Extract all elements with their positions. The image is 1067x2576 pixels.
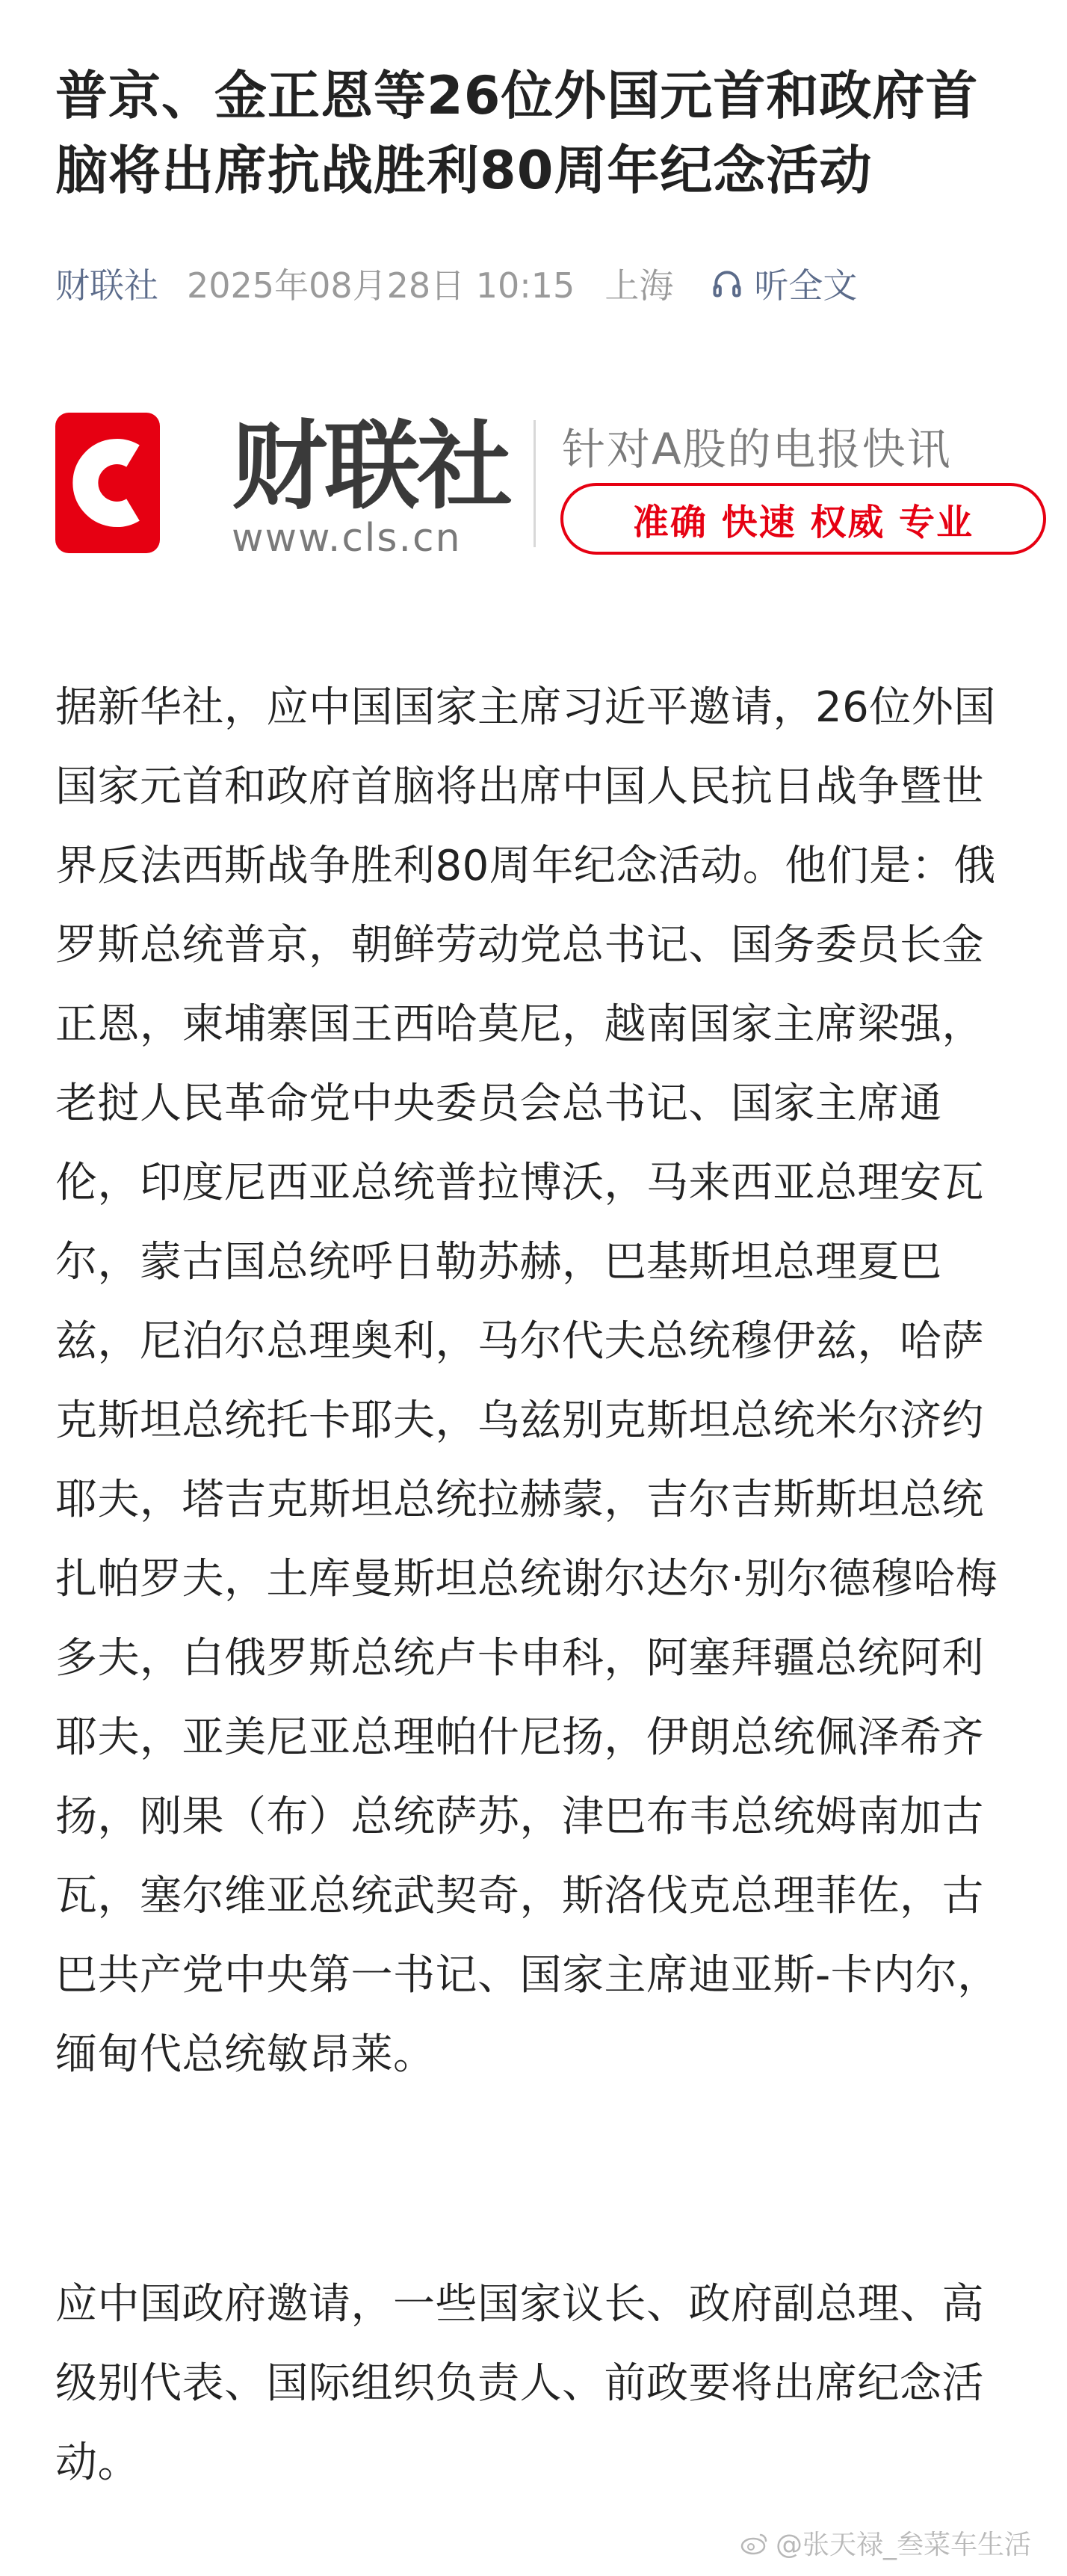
article-meta (55, 257, 857, 309)
headphones-icon (711, 267, 743, 300)
article-title: 普京、金正恩等26位外国元首和政府首脑将出席抗战胜利80周年纪念活动 (55, 65, 979, 201)
banner-slogan: 针对A股的电报快讯 (562, 424, 952, 475)
cls-logo-mark (55, 413, 160, 553)
listen-full-text-button[interactable] (711, 259, 857, 308)
cls-banner (55, 398, 1019, 570)
publish-location: 上海 (604, 265, 674, 306)
weibo-watermark (740, 2524, 1031, 2562)
weibo-icon (740, 2530, 770, 2556)
watermark-text: @张天禄_叁菜车生活 (775, 2530, 1031, 2560)
banner-tagline: 准确 快速 权威 专业 (560, 483, 1046, 555)
banner-divider (534, 420, 536, 547)
listen-label: 听全文 (754, 265, 858, 306)
article-paragraph-2: 应中国政府邀请，一些国家议长、政府副总理、高级别代表、国际组织负责人、前政要将出席纪念活动。 (55, 2280, 984, 2487)
source-link[interactable]: 财联社 (55, 265, 158, 306)
cls-logo-url: www.cls.cn (232, 516, 462, 561)
publish-date: 2025年08月28日 10:15 (187, 265, 575, 306)
cls-logo-text: 财联社 (232, 411, 510, 523)
cls-c-icon (55, 413, 160, 553)
article-paragraph-1: 据新华社，应中国国家主席习近平邀请，26位外国国家元首和政府首脑将出席中国人民抗日战争暨世界反法西斯战争胜利80周年纪念活动。他们是：俄罗斯总统普京，朝鲜劳动党总书记、国务委员长金正恩，柬埔寨国王西哈莫尼，越南国家主席梁强，老挝人民革命党中央委员会总书记、国家主席通伦，印度尼西亚总统普拉博沃，马来西亚总理安瓦尔，蒙古国总统呼日勒苏赫，巴基斯坦总理夏巴兹，尼泊尔总理奥利，马尔代夫总统穆伊兹，哈萨克斯坦总统托卡耶夫，乌兹别克斯坦总统米尔济约耶夫，塔吉克斯坦总统拉赫蒙，吉尔吉斯斯坦总统扎帕罗夫，土库曼斯坦总统谢尔达尔·别尔德穆哈梅多夫，白俄罗斯总统卢卡申科，阿塞拜疆总统阿利耶夫，亚美尼亚总理帕什尼扬，伊朗总统佩泽希齐扬，刚果（布）总统萨苏，津巴布韦总统姆南加古瓦，塞尔维亚总统武契奇，斯洛伐克总理菲佐，古巴共产党中央第一书记、国家主席迪亚斯-卡内尔，缅甸代总统敏昂莱。 (55, 683, 1000, 2079)
